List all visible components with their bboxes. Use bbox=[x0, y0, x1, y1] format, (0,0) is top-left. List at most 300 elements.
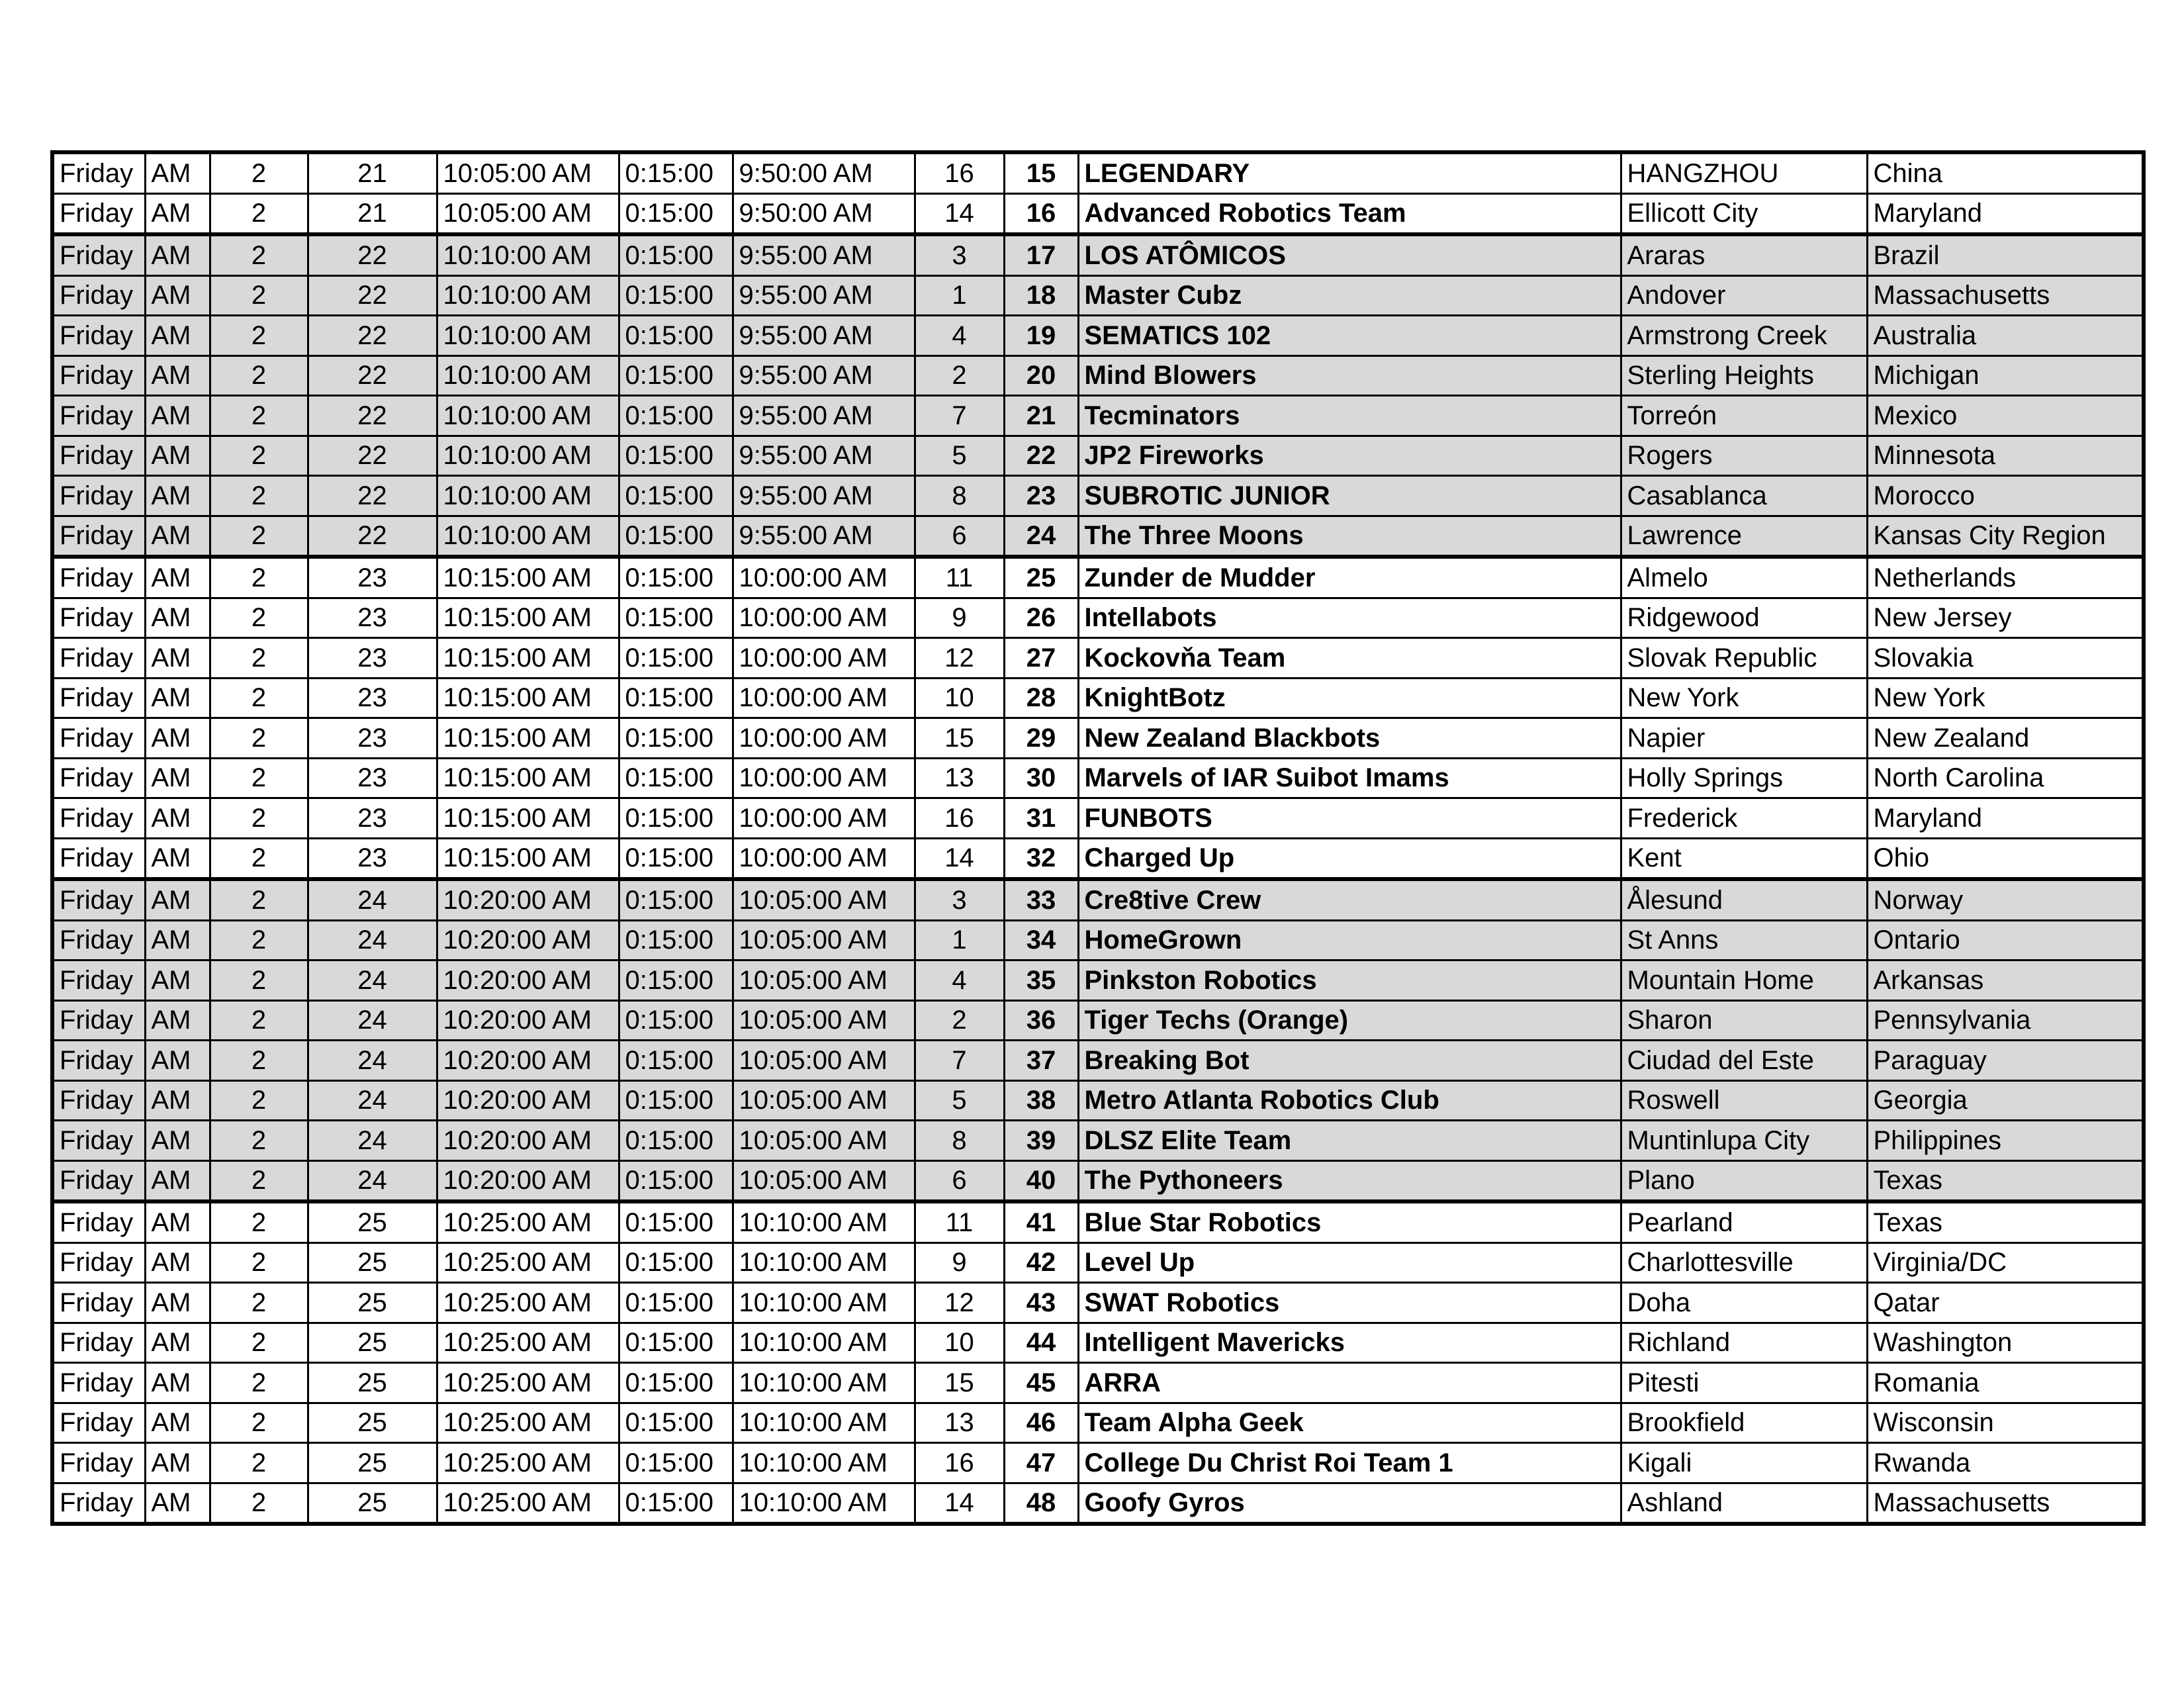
checkin-time-cell: 10:10:00 AM bbox=[733, 1363, 915, 1403]
table-row bbox=[52, 557, 2144, 598]
team-name-cell: LOS ATÔMICOS bbox=[1078, 234, 1621, 275]
table-number-cell: 3 bbox=[915, 234, 1004, 275]
block-cell: 22 bbox=[308, 516, 437, 557]
duration-cell: 0:15:00 bbox=[619, 275, 733, 316]
duration-cell: 0:15:00 bbox=[619, 1041, 733, 1081]
day-cell: Friday bbox=[52, 961, 145, 1001]
duration-cell: 0:15:00 bbox=[619, 1443, 733, 1483]
team-name-cell: Metro Atlanta Robotics Club bbox=[1078, 1080, 1621, 1121]
round-cell: 2 bbox=[210, 1403, 308, 1443]
duration-cell: 0:15:00 bbox=[619, 798, 733, 839]
checkin-time-cell: 9:55:00 AM bbox=[733, 355, 915, 396]
slot-number-cell: 20 bbox=[1004, 355, 1078, 396]
day-cell: Friday bbox=[52, 1201, 145, 1243]
city-cell: Casablanca bbox=[1621, 476, 1867, 516]
checkin-time-cell: 9:55:00 AM bbox=[733, 516, 915, 557]
table-row bbox=[52, 193, 2144, 234]
table-row bbox=[52, 1080, 2144, 1121]
duration-cell: 0:15:00 bbox=[619, 1323, 733, 1363]
table-number-cell: 1 bbox=[915, 275, 1004, 316]
block-cell: 25 bbox=[308, 1443, 437, 1483]
table-number-cell: 12 bbox=[915, 1283, 1004, 1323]
team-name-cell: JP2 Fireworks bbox=[1078, 436, 1621, 476]
block-cell: 25 bbox=[308, 1363, 437, 1403]
team-name-cell: New Zealand Blackbots bbox=[1078, 718, 1621, 759]
checkin-time-cell: 10:00:00 AM bbox=[733, 798, 915, 839]
checkin-time-cell: 10:00:00 AM bbox=[733, 718, 915, 759]
day-cell: Friday bbox=[52, 1483, 145, 1524]
checkin-time-cell: 10:10:00 AM bbox=[733, 1201, 915, 1243]
region-cell: Texas bbox=[1867, 1201, 2144, 1243]
city-cell: Napier bbox=[1621, 718, 1867, 759]
duration-cell: 0:15:00 bbox=[619, 1201, 733, 1243]
checkin-time-cell: 10:05:00 AM bbox=[733, 1041, 915, 1081]
session-cell: AM bbox=[145, 920, 210, 961]
session-cell: AM bbox=[145, 1121, 210, 1161]
region-cell: Ohio bbox=[1867, 838, 2144, 879]
checkin-time-cell: 10:10:00 AM bbox=[733, 1443, 915, 1483]
table-row bbox=[52, 1363, 2144, 1403]
checkin-time-cell: 10:10:00 AM bbox=[733, 1323, 915, 1363]
region-cell: Texas bbox=[1867, 1160, 2144, 1201]
day-cell: Friday bbox=[52, 152, 145, 193]
round-cell: 2 bbox=[210, 758, 308, 798]
start-time-cell: 10:20:00 AM bbox=[437, 920, 619, 961]
session-cell: AM bbox=[145, 1000, 210, 1041]
session-cell: AM bbox=[145, 1243, 210, 1283]
table-row bbox=[52, 1323, 2144, 1363]
slot-number-cell: 34 bbox=[1004, 920, 1078, 961]
city-cell: New York bbox=[1621, 678, 1867, 718]
table-number-cell: 6 bbox=[915, 1160, 1004, 1201]
table-number-cell: 11 bbox=[915, 1201, 1004, 1243]
slot-number-cell: 18 bbox=[1004, 275, 1078, 316]
start-time-cell: 10:10:00 AM bbox=[437, 234, 619, 275]
team-name-cell: LEGENDARY bbox=[1078, 152, 1621, 193]
day-cell: Friday bbox=[52, 920, 145, 961]
table-number-cell: 16 bbox=[915, 1443, 1004, 1483]
city-cell: Pitesti bbox=[1621, 1363, 1867, 1403]
day-cell: Friday bbox=[52, 598, 145, 638]
block-cell: 23 bbox=[308, 798, 437, 839]
start-time-cell: 10:10:00 AM bbox=[437, 355, 619, 396]
team-name-cell: Cre8tive Crew bbox=[1078, 879, 1621, 920]
region-cell: Philippines bbox=[1867, 1121, 2144, 1161]
checkin-time-cell: 9:55:00 AM bbox=[733, 476, 915, 516]
duration-cell: 0:15:00 bbox=[619, 1283, 733, 1323]
duration-cell: 0:15:00 bbox=[619, 1363, 733, 1403]
table-number-cell: 2 bbox=[915, 355, 1004, 396]
table-row bbox=[52, 798, 2144, 839]
session-cell: AM bbox=[145, 234, 210, 275]
start-time-cell: 10:20:00 AM bbox=[437, 1160, 619, 1201]
city-cell: Charlottesville bbox=[1621, 1243, 1867, 1283]
block-cell: 24 bbox=[308, 879, 437, 920]
round-cell: 2 bbox=[210, 1080, 308, 1121]
slot-number-cell: 46 bbox=[1004, 1403, 1078, 1443]
session-cell: AM bbox=[145, 838, 210, 879]
table-number-cell: 4 bbox=[915, 316, 1004, 356]
duration-cell: 0:15:00 bbox=[619, 598, 733, 638]
round-cell: 2 bbox=[210, 798, 308, 839]
slot-number-cell: 37 bbox=[1004, 1041, 1078, 1081]
round-cell: 2 bbox=[210, 961, 308, 1001]
region-cell: Brazil bbox=[1867, 234, 2144, 275]
block-cell: 25 bbox=[308, 1243, 437, 1283]
team-name-cell: Intelligent Mavericks bbox=[1078, 1323, 1621, 1363]
session-cell: AM bbox=[145, 638, 210, 679]
duration-cell: 0:15:00 bbox=[619, 436, 733, 476]
table-number-cell: 10 bbox=[915, 678, 1004, 718]
start-time-cell: 10:25:00 AM bbox=[437, 1283, 619, 1323]
round-cell: 2 bbox=[210, 193, 308, 234]
block-cell: 23 bbox=[308, 838, 437, 879]
city-cell: HANGZHOU bbox=[1621, 152, 1867, 193]
duration-cell: 0:15:00 bbox=[619, 638, 733, 679]
region-cell: Ontario bbox=[1867, 920, 2144, 961]
day-cell: Friday bbox=[52, 1121, 145, 1161]
session-cell: AM bbox=[145, 1403, 210, 1443]
block-cell: 23 bbox=[308, 758, 437, 798]
day-cell: Friday bbox=[52, 476, 145, 516]
round-cell: 2 bbox=[210, 557, 308, 598]
region-cell: Paraguay bbox=[1867, 1041, 2144, 1081]
table-number-cell: 7 bbox=[915, 396, 1004, 436]
day-cell: Friday bbox=[52, 1283, 145, 1323]
checkin-time-cell: 10:05:00 AM bbox=[733, 1000, 915, 1041]
table-number-cell: 11 bbox=[915, 557, 1004, 598]
checkin-time-cell: 10:10:00 AM bbox=[733, 1403, 915, 1443]
checkin-time-cell: 9:55:00 AM bbox=[733, 436, 915, 476]
session-cell: AM bbox=[145, 1363, 210, 1403]
slot-number-cell: 21 bbox=[1004, 396, 1078, 436]
start-time-cell: 10:25:00 AM bbox=[437, 1443, 619, 1483]
block-cell: 24 bbox=[308, 1080, 437, 1121]
day-cell: Friday bbox=[52, 234, 145, 275]
checkin-time-cell: 9:55:00 AM bbox=[733, 275, 915, 316]
day-cell: Friday bbox=[52, 798, 145, 839]
team-name-cell: Pinkston Robotics bbox=[1078, 961, 1621, 1001]
table-row bbox=[52, 234, 2144, 275]
block-cell: 25 bbox=[308, 1483, 437, 1524]
table-row bbox=[52, 1483, 2144, 1524]
table-number-cell: 13 bbox=[915, 758, 1004, 798]
block-cell: 22 bbox=[308, 316, 437, 356]
region-cell: Rwanda bbox=[1867, 1443, 2144, 1483]
checkin-time-cell: 10:00:00 AM bbox=[733, 557, 915, 598]
duration-cell: 0:15:00 bbox=[619, 678, 733, 718]
table-row bbox=[52, 1443, 2144, 1483]
city-cell: Almelo bbox=[1621, 557, 1867, 598]
block-cell: 24 bbox=[308, 1000, 437, 1041]
checkin-time-cell: 10:05:00 AM bbox=[733, 1160, 915, 1201]
duration-cell: 0:15:00 bbox=[619, 838, 733, 879]
region-cell: Arkansas bbox=[1867, 961, 2144, 1001]
slot-number-cell: 47 bbox=[1004, 1443, 1078, 1483]
table-row bbox=[52, 1201, 2144, 1243]
block-cell: 24 bbox=[308, 920, 437, 961]
round-cell: 2 bbox=[210, 476, 308, 516]
day-cell: Friday bbox=[52, 1443, 145, 1483]
table-row bbox=[52, 678, 2144, 718]
duration-cell: 0:15:00 bbox=[619, 1243, 733, 1283]
session-cell: AM bbox=[145, 961, 210, 1001]
duration-cell: 0:15:00 bbox=[619, 557, 733, 598]
table-number-cell: 13 bbox=[915, 1403, 1004, 1443]
duration-cell: 0:15:00 bbox=[619, 758, 733, 798]
block-cell: 25 bbox=[308, 1201, 437, 1243]
table-number-cell: 15 bbox=[915, 1363, 1004, 1403]
slot-number-cell: 25 bbox=[1004, 557, 1078, 598]
city-cell: Sterling Heights bbox=[1621, 355, 1867, 396]
schedule-table bbox=[50, 150, 2146, 1526]
region-cell: Mexico bbox=[1867, 396, 2144, 436]
city-cell: Muntinlupa City bbox=[1621, 1121, 1867, 1161]
session-cell: AM bbox=[145, 879, 210, 920]
table-row bbox=[52, 638, 2144, 679]
city-cell: Plano bbox=[1621, 1160, 1867, 1201]
slot-number-cell: 33 bbox=[1004, 879, 1078, 920]
table-number-cell: 6 bbox=[915, 516, 1004, 557]
team-name-cell: Tecminators bbox=[1078, 396, 1621, 436]
slot-number-cell: 16 bbox=[1004, 193, 1078, 234]
region-cell: Pennsylvania bbox=[1867, 1000, 2144, 1041]
duration-cell: 0:15:00 bbox=[619, 516, 733, 557]
session-cell: AM bbox=[145, 516, 210, 557]
slot-number-cell: 48 bbox=[1004, 1483, 1078, 1524]
slot-number-cell: 31 bbox=[1004, 798, 1078, 839]
start-time-cell: 10:05:00 AM bbox=[437, 193, 619, 234]
round-cell: 2 bbox=[210, 1363, 308, 1403]
duration-cell: 0:15:00 bbox=[619, 920, 733, 961]
start-time-cell: 10:10:00 AM bbox=[437, 316, 619, 356]
session-cell: AM bbox=[145, 1443, 210, 1483]
start-time-cell: 10:15:00 AM bbox=[437, 718, 619, 759]
city-cell: Kent bbox=[1621, 838, 1867, 879]
city-cell: Slovak Republic bbox=[1621, 638, 1867, 679]
block-cell: 24 bbox=[308, 1041, 437, 1081]
start-time-cell: 10:10:00 AM bbox=[437, 476, 619, 516]
duration-cell: 0:15:00 bbox=[619, 1160, 733, 1201]
checkin-time-cell: 9:50:00 AM bbox=[733, 193, 915, 234]
slot-number-cell: 36 bbox=[1004, 1000, 1078, 1041]
duration-cell: 0:15:00 bbox=[619, 718, 733, 759]
session-cell: AM bbox=[145, 355, 210, 396]
round-cell: 2 bbox=[210, 920, 308, 961]
slot-number-cell: 15 bbox=[1004, 152, 1078, 193]
slot-number-cell: 17 bbox=[1004, 234, 1078, 275]
duration-cell: 0:15:00 bbox=[619, 961, 733, 1001]
region-cell: Kansas City Region bbox=[1867, 516, 2144, 557]
region-cell: Romania bbox=[1867, 1363, 2144, 1403]
block-cell: 25 bbox=[308, 1403, 437, 1443]
city-cell: Pearland bbox=[1621, 1201, 1867, 1243]
day-cell: Friday bbox=[52, 758, 145, 798]
slot-number-cell: 29 bbox=[1004, 718, 1078, 759]
table-row bbox=[52, 436, 2144, 476]
region-cell: China bbox=[1867, 152, 2144, 193]
start-time-cell: 10:15:00 AM bbox=[437, 838, 619, 879]
day-cell: Friday bbox=[52, 396, 145, 436]
table-number-cell: 5 bbox=[915, 436, 1004, 476]
session-cell: AM bbox=[145, 396, 210, 436]
round-cell: 2 bbox=[210, 396, 308, 436]
round-cell: 2 bbox=[210, 516, 308, 557]
round-cell: 2 bbox=[210, 1160, 308, 1201]
team-name-cell: FUNBOTS bbox=[1078, 798, 1621, 839]
block-cell: 21 bbox=[308, 193, 437, 234]
checkin-time-cell: 9:55:00 AM bbox=[733, 396, 915, 436]
block-cell: 23 bbox=[308, 638, 437, 679]
city-cell: Ridgewood bbox=[1621, 598, 1867, 638]
session-cell: AM bbox=[145, 598, 210, 638]
table-row bbox=[52, 1000, 2144, 1041]
team-name-cell: ARRA bbox=[1078, 1363, 1621, 1403]
region-cell: New York bbox=[1867, 678, 2144, 718]
table-number-cell: 16 bbox=[915, 152, 1004, 193]
table-number-cell: 8 bbox=[915, 1121, 1004, 1161]
round-cell: 2 bbox=[210, 1121, 308, 1161]
table-row bbox=[52, 879, 2144, 920]
session-cell: AM bbox=[145, 1283, 210, 1323]
team-name-cell: SWAT Robotics bbox=[1078, 1283, 1621, 1323]
start-time-cell: 10:20:00 AM bbox=[437, 1041, 619, 1081]
region-cell: Massachusetts bbox=[1867, 1483, 2144, 1524]
checkin-time-cell: 10:05:00 AM bbox=[733, 1121, 915, 1161]
table-row bbox=[52, 920, 2144, 961]
city-cell: Brookfield bbox=[1621, 1403, 1867, 1443]
table-number-cell: 9 bbox=[915, 598, 1004, 638]
region-cell: Washington bbox=[1867, 1323, 2144, 1363]
slot-number-cell: 24 bbox=[1004, 516, 1078, 557]
table-number-cell: 3 bbox=[915, 879, 1004, 920]
start-time-cell: 10:10:00 AM bbox=[437, 396, 619, 436]
checkin-time-cell: 9:55:00 AM bbox=[733, 316, 915, 356]
checkin-time-cell: 10:05:00 AM bbox=[733, 1080, 915, 1121]
city-cell: Ciudad del Este bbox=[1621, 1041, 1867, 1081]
checkin-time-cell: 9:50:00 AM bbox=[733, 152, 915, 193]
table-row bbox=[52, 275, 2144, 316]
day-cell: Friday bbox=[52, 1363, 145, 1403]
city-cell: Rogers bbox=[1621, 436, 1867, 476]
slot-number-cell: 23 bbox=[1004, 476, 1078, 516]
round-cell: 2 bbox=[210, 1041, 308, 1081]
team-name-cell: Breaking Bot bbox=[1078, 1041, 1621, 1081]
duration-cell: 0:15:00 bbox=[619, 1080, 733, 1121]
start-time-cell: 10:15:00 AM bbox=[437, 798, 619, 839]
table-row bbox=[52, 355, 2144, 396]
block-cell: 22 bbox=[308, 436, 437, 476]
round-cell: 2 bbox=[210, 678, 308, 718]
checkin-time-cell: 10:10:00 AM bbox=[733, 1243, 915, 1283]
checkin-time-cell: 10:05:00 AM bbox=[733, 879, 915, 920]
round-cell: 2 bbox=[210, 436, 308, 476]
day-cell: Friday bbox=[52, 275, 145, 316]
team-name-cell: Marvels of IAR Suibot Imams bbox=[1078, 758, 1621, 798]
region-cell: Wisconsin bbox=[1867, 1403, 2144, 1443]
round-cell: 2 bbox=[210, 316, 308, 356]
duration-cell: 0:15:00 bbox=[619, 396, 733, 436]
checkin-time-cell: 10:10:00 AM bbox=[733, 1483, 915, 1524]
slot-number-cell: 32 bbox=[1004, 838, 1078, 879]
session-cell: AM bbox=[145, 718, 210, 759]
round-cell: 2 bbox=[210, 152, 308, 193]
day-cell: Friday bbox=[52, 718, 145, 759]
duration-cell: 0:15:00 bbox=[619, 355, 733, 396]
duration-cell: 0:15:00 bbox=[619, 1121, 733, 1161]
table-row bbox=[52, 152, 2144, 193]
table-number-cell: 8 bbox=[915, 476, 1004, 516]
start-time-cell: 10:10:00 AM bbox=[437, 436, 619, 476]
team-name-cell: Master Cubz bbox=[1078, 275, 1621, 316]
start-time-cell: 10:15:00 AM bbox=[437, 557, 619, 598]
slot-number-cell: 19 bbox=[1004, 316, 1078, 356]
table-number-cell: 15 bbox=[915, 718, 1004, 759]
city-cell: Doha bbox=[1621, 1283, 1867, 1323]
block-cell: 22 bbox=[308, 476, 437, 516]
day-cell: Friday bbox=[52, 1080, 145, 1121]
city-cell: Armstrong Creek bbox=[1621, 316, 1867, 356]
start-time-cell: 10:20:00 AM bbox=[437, 1080, 619, 1121]
region-cell: Australia bbox=[1867, 316, 2144, 356]
slot-number-cell: 39 bbox=[1004, 1121, 1078, 1161]
checkin-time-cell: 10:00:00 AM bbox=[733, 598, 915, 638]
city-cell: Kigali bbox=[1621, 1443, 1867, 1483]
region-cell: Michigan bbox=[1867, 355, 2144, 396]
block-cell: 22 bbox=[308, 234, 437, 275]
day-cell: Friday bbox=[52, 436, 145, 476]
round-cell: 2 bbox=[210, 1323, 308, 1363]
round-cell: 2 bbox=[210, 1483, 308, 1524]
slot-number-cell: 42 bbox=[1004, 1243, 1078, 1283]
day-cell: Friday bbox=[52, 1000, 145, 1041]
region-cell: Georgia bbox=[1867, 1080, 2144, 1121]
start-time-cell: 10:20:00 AM bbox=[437, 961, 619, 1001]
duration-cell: 0:15:00 bbox=[619, 316, 733, 356]
day-cell: Friday bbox=[52, 1323, 145, 1363]
round-cell: 2 bbox=[210, 838, 308, 879]
start-time-cell: 10:25:00 AM bbox=[437, 1363, 619, 1403]
checkin-time-cell: 10:05:00 AM bbox=[733, 961, 915, 1001]
session-cell: AM bbox=[145, 275, 210, 316]
session-cell: AM bbox=[145, 557, 210, 598]
start-time-cell: 10:20:00 AM bbox=[437, 879, 619, 920]
start-time-cell: 10:10:00 AM bbox=[437, 275, 619, 316]
table-number-cell: 14 bbox=[915, 193, 1004, 234]
round-cell: 2 bbox=[210, 1443, 308, 1483]
round-cell: 2 bbox=[210, 1283, 308, 1323]
slot-number-cell: 26 bbox=[1004, 598, 1078, 638]
checkin-time-cell: 9:55:00 AM bbox=[733, 234, 915, 275]
day-cell: Friday bbox=[52, 316, 145, 356]
region-cell: Qatar bbox=[1867, 1283, 2144, 1323]
team-name-cell: Advanced Robotics Team bbox=[1078, 193, 1621, 234]
schedule-rows bbox=[52, 152, 2144, 1524]
slot-number-cell: 30 bbox=[1004, 758, 1078, 798]
slot-number-cell: 35 bbox=[1004, 961, 1078, 1001]
city-cell: Richland bbox=[1621, 1323, 1867, 1363]
team-name-cell: SEMATICS 102 bbox=[1078, 316, 1621, 356]
slot-number-cell: 45 bbox=[1004, 1363, 1078, 1403]
day-cell: Friday bbox=[52, 879, 145, 920]
block-cell: 24 bbox=[308, 1160, 437, 1201]
start-time-cell: 10:25:00 AM bbox=[437, 1201, 619, 1243]
session-cell: AM bbox=[145, 1323, 210, 1363]
session-cell: AM bbox=[145, 1080, 210, 1121]
session-cell: AM bbox=[145, 193, 210, 234]
start-time-cell: 10:25:00 AM bbox=[437, 1483, 619, 1524]
team-name-cell: Team Alpha Geek bbox=[1078, 1403, 1621, 1443]
